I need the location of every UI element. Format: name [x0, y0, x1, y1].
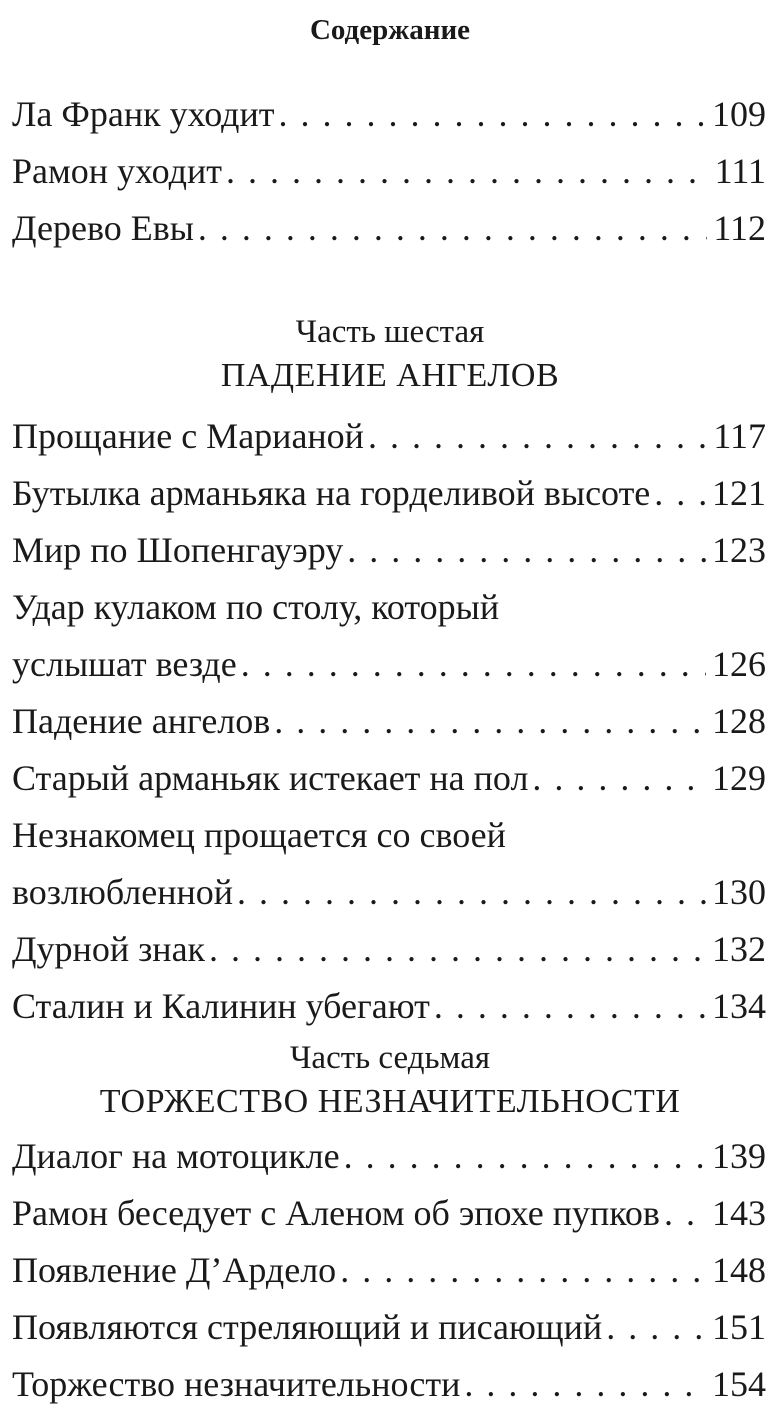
toc-entry-page: 148 [712, 1250, 766, 1290]
toc-entry-title: Появляются стреляющий и писающий [12, 1307, 603, 1347]
toc-entry-title: Бутылка арманьяка на горделивой высоте [12, 473, 651, 513]
dot-leader [344, 1128, 706, 1185]
part-label: Часть шестая [295, 314, 485, 350]
toc-entry[interactable] [12, 978, 766, 1035]
part-name: ТОРЖЕСТВО НЕЗНАЧИТЕЛЬНОСТИ [99, 1083, 681, 1120]
dot-leader [606, 1299, 706, 1356]
dot-leader [278, 86, 706, 143]
toc-entry-title: Диалог на мотоцикле [12, 1136, 340, 1176]
toc-group-1 [12, 86, 766, 257]
toc-entry-page: 139 [712, 1136, 766, 1176]
toc-entry-page: 151 [712, 1307, 766, 1347]
toc-entry-title: Дурной знак [12, 929, 206, 969]
toc-entry-title-line-1: Удар кулаком по столу, который [12, 587, 500, 627]
part-7-heading [0, 1036, 780, 1124]
toc-entry-page: 123 [712, 530, 766, 570]
toc-entry-page: 143 [712, 1193, 766, 1233]
toc-entry-page: 126 [712, 644, 766, 684]
toc-entry[interactable] [12, 921, 766, 978]
toc-entry[interactable] [12, 408, 766, 465]
toc-entry[interactable] [12, 465, 766, 522]
toc-entry[interactable] [12, 522, 766, 579]
dot-leader [340, 1242, 706, 1299]
toc-entry[interactable] [12, 1299, 766, 1356]
toc-entry[interactable] [12, 1128, 766, 1185]
dot-leader [654, 465, 706, 522]
toc-entry[interactable] [12, 693, 766, 750]
dot-leader [274, 693, 706, 750]
page-heading: Содержание [309, 14, 471, 46]
dot-leader [237, 864, 706, 921]
dot-leader [347, 522, 706, 579]
toc-entry-title: Появление Д’Ардело [12, 1250, 337, 1290]
toc-entry-title-line-1: Незнакомец прощается со своей [12, 815, 506, 855]
dot-leader [198, 200, 707, 257]
toc-entry-page: 112 [713, 208, 766, 248]
toc-entry-title: Падение ангелов [12, 701, 271, 741]
toc-entry-title: Сталин и Калинин убегают [12, 986, 430, 1026]
toc-entry-title-line-2: возлюбленной [12, 872, 233, 912]
toc-entry[interactable] [12, 1356, 766, 1413]
dot-leader [226, 143, 709, 200]
toc-entry-page: 154 [712, 1364, 766, 1404]
toc-entry[interactable] [12, 86, 766, 143]
toc-entry-page: 130 [712, 872, 766, 912]
dot-leader [241, 636, 706, 693]
toc-entry[interactable] [12, 143, 766, 200]
toc-entry[interactable] [12, 579, 766, 693]
dot-leader [664, 1185, 706, 1242]
dot-leader [464, 1356, 706, 1413]
toc-entry-page: 121 [712, 473, 766, 513]
toc-part-6 [12, 408, 766, 1035]
part-label: Часть седьмая [289, 1040, 491, 1076]
dot-leader [368, 408, 707, 465]
toc-entry-title: Ла Франк уходит [12, 94, 275, 134]
dot-leader [434, 978, 706, 1035]
part-name: ПАДЕНИЕ АНГЕЛОВ [220, 357, 560, 394]
toc-entry-title: Торжество незначительности [12, 1364, 461, 1404]
toc-entry-title-line-2: услышат везде [12, 644, 237, 684]
toc-entry[interactable] [12, 1242, 766, 1299]
dot-leader [532, 750, 706, 807]
toc-entry-title: Прощание с Марианой [12, 416, 364, 456]
toc-entry[interactable] [12, 750, 766, 807]
toc-entry-page: 117 [713, 416, 766, 456]
toc-entry-title: Мир по Шопенгауэру [12, 530, 344, 570]
toc-entry-title: Дерево Евы [12, 208, 194, 248]
toc-entry[interactable] [12, 200, 766, 257]
toc-entry-title: Старый арманьяк истекает на пол [12, 758, 529, 798]
toc-entry[interactable] [12, 1185, 766, 1242]
dot-leader [209, 921, 706, 978]
toc-part-7 [12, 1128, 766, 1413]
toc-entry-page: 129 [712, 758, 766, 798]
part-6-heading [0, 310, 780, 398]
toc-entry-page: 132 [712, 929, 766, 969]
toc-entry-page: 111 [714, 151, 766, 191]
toc-entry[interactable] [12, 807, 766, 921]
toc-entry-page: 134 [712, 986, 766, 1026]
toc-entry-title: Рамон беседует с Аленом об эпохе пупков [12, 1193, 660, 1233]
toc-entry-page: 109 [712, 94, 766, 134]
toc-entry-page: 128 [712, 701, 766, 741]
toc-entry-title: Рамон уходит [12, 151, 222, 191]
